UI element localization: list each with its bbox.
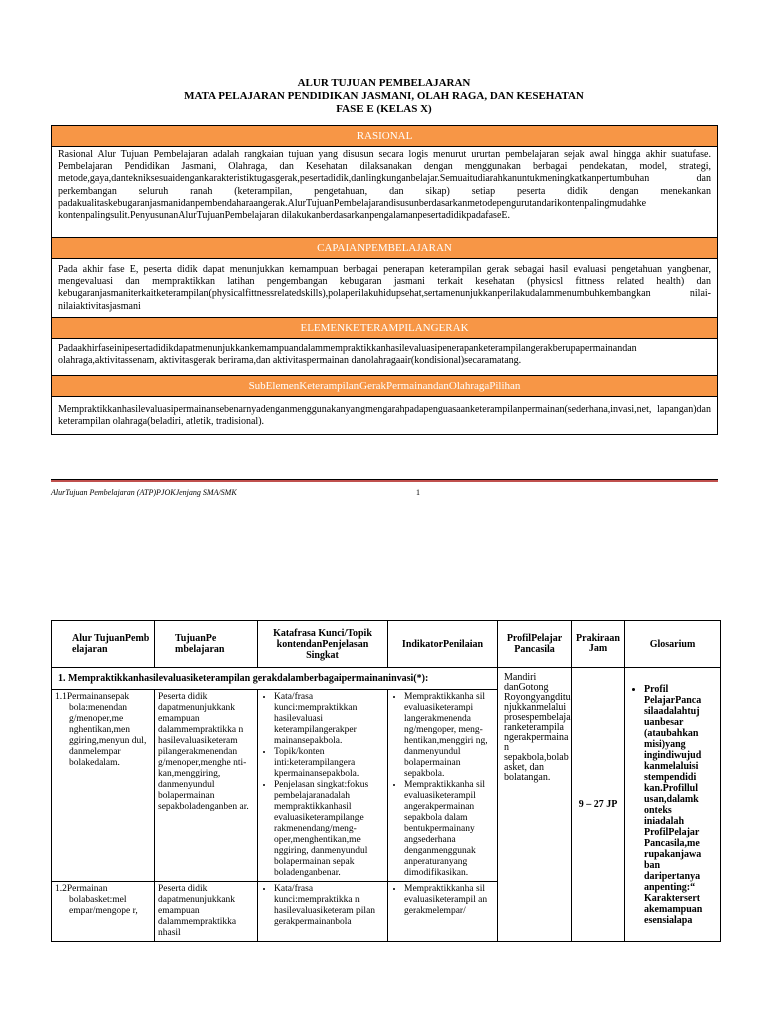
cell-indikator (388, 690, 498, 882)
footer-divider (51, 479, 718, 482)
rationale-box (51, 125, 718, 435)
table-section-row (52, 668, 721, 690)
header-glosarium: Glosarium (625, 621, 721, 668)
cell-katafrasa (258, 882, 388, 942)
section-heading-capaian: CAPAIANPEMBELAJARAN (52, 238, 717, 259)
cell-jam: 9 – 27 JP (572, 668, 625, 942)
section-heading-rasional: RASIONAL (52, 126, 717, 147)
cell-profil: Mandiri danGotong Royongyangditu njukkanmelalui prosespembelaja ranketerampila ngerakpermaina n sepakbola,bolab asket, dan bolatangan. (498, 668, 572, 942)
page-number: 1 (416, 488, 420, 497)
list-item: • Mempraktikkanha sil evaluasiketerampi langerakmenenda ng/mengoper, meng-hentikan,menggiri ng, danmenyundul bolapermainan sepakbola. (404, 692, 494, 780)
list-item: • Kata/frasa kunci:mempraktikkan hasilevaluasi keterampilangerakper mainansepakbola. (274, 692, 384, 747)
cell-katafrasa (258, 690, 388, 882)
header-indikator: IndikatorPenilaian (388, 621, 498, 668)
section-heading-subelemen: SubElemenKeterampilanGerakPermainandanOlahragaPilihan (52, 376, 717, 397)
list-item: • Mempraktikkanha sil evaluasiketerampil an gerakmelempar/ (404, 884, 494, 917)
cell-indikator (388, 882, 498, 942)
header-alur: Alur TujuanPemb elajaran (52, 621, 155, 668)
section-body-elemen: Padaakhirfaseinipesertadidikdapatmenunjukkankemampuandalammempraktikkanhasilevaluasipenerapanketerampilangerakberupapermainandan olahraga,aktivitassenam, aktivitasgerak berirama,dan aktivitaspermainan danolahragaair(kondisional)secaramatang. (52, 339, 717, 376)
cell-tp: Peserta didik dapatmenunjukkank emampuan dalammempraktikka n hasilevaluasiketeram pilangerakmenendan g/menoper,menghe nti-kan,menggiring, danmenyundul bolapermainan sepakboladenganben ar. (155, 690, 258, 882)
list-item: • Penjelasan singkat:fokus pembelajaranadalah mempraktikkanhasil evaluasiketerampilange rakmenendang/meng-oper,menghentikan,me nggiring, danmenyundul bolapermainan sepak boladenganbenar. (274, 780, 384, 879)
cell-tp: Peserta didik dapatmenunjukkank emampuan dalammempraktikka nhasil (155, 882, 258, 942)
list-item: • Mempraktikkanha sil evaluasiketerampil angerakpermainan sepakbola dalam bentukpermainany angsederhana denganmenggunak anperaturanyang dimodifikasikan. (404, 780, 494, 879)
title-line-2: MATA PELAJARAN PENDIDIKAN JASMANI, OLAH RAGA, DAN KESEHATAN (184, 90, 584, 102)
header-tujuan: TujuanPe mbelajaran (155, 621, 258, 668)
section-body-capaian: Pada akhir fase E, peserta didik dapat menunjukkan kemampuan berbagai penerapan keterampilan gerak sebagai hasil evaluasi pengetahuan yangbenar, mengevaluasi dan mempraktikkan latihan pengembangan kebugaran jasmani terkait kesehatan (physicsl fittness related health) dan kebugaranjasmaniterkaitketerampilan(physicalfittnessrelatedskills),polaperilakuhidupsehat,sertamenunjukkanperilakudalammenumbuhkembangkan nilai-nilaiaktivitasjasmani (52, 259, 717, 318)
title-line-3: FASE E (KELAS X) (336, 103, 432, 115)
section-body-subelemen: Mempraktikkanhasilevaluasipermainansebenarnyadenganmenggunakanyangmengarahpadapenguasaanketerampilanpermainan(sederhana,invasi,net, lapangan)dan keterampilan olahraga(beladiri, atletik, tradisional). (58, 404, 711, 428)
table-header-row (52, 621, 721, 668)
list-item: • Kata/frasa kunci:mempraktikka n hasilevaluasiketeram pilan gerakpermainanbola (274, 884, 384, 928)
section-heading-elemen: ELEMENKETERAMPILANGERAK (52, 318, 717, 339)
cell-glosarium (625, 668, 721, 942)
section-body-rasional: Rasional Alur Tujuan Pembelajaran adalah rangkaian tujuan yang disusun secara logis menurut ururtan pembelajaran sejak awal hingga akhir suatufase. Pembelajaran Pendidikan Jasmani, Olahraga, dan Kesehatan dilaksanakan dengan menggunakan berbagai pendekatan, model, strategi, metode,gaya,dantekniksesuaidengankarakteristiktugasgerak,pesertadidik,danlingkunganbelajar.Semuaitudiarahkanuntukmeningkatkanpertumbuhan dan perkembangan seluruh ranah (keterampilan, pengetahuan, dan sikap) setiap peserta didik dengan menekankan padakualitaskebugaranjasmanidanpembendaharaangerak.AlurTujuanPembelajarandisusunberdasarkanmetodepengurutandarikontenpalingmudahke kontenpalingsulit.PenyusunanAlurTujuanPembelajaran dilakukanberdasarkanpengalamanpesertadidikpadafaseE. (52, 147, 717, 238)
title-line-1: ALUR TUJUAN PEMBELAJARAN (297, 77, 471, 89)
header-prakiraan: Prakiraan Jam (572, 621, 625, 668)
glosarium-item: • Profil PelajarPanca silaadalahtuj uanbesar (ataubahkan misi)yang ingindiwujud kanmelaluisi stempendidi kan.Profillul usan,dalamk onteks iniadalah ProfilPelajar Pancasila,me rupakanjawa ban daripertanya anpenting:“ Karaktersert akemampuan esensialapa (644, 684, 714, 926)
list-item: • Topik/konten inti:keterampilangera kpermainansepakbola. (274, 747, 384, 780)
cell-atp: 1.1Permainansepak bola:menendan g/menoper,me nghentikan,men ggiring,menyun dul, danmelempar bolakedalam. (52, 690, 155, 882)
footer-text: AlurTujuan Pembelajaran (ATP)PJOKJenjang SMA/SMK (51, 488, 237, 497)
document-title (0, 77, 768, 116)
header-profil: ProfilPelajar Pancasila (498, 621, 572, 668)
section-title-invasi: 1. Mempraktikkanhasilevaluasiketerampilan gerakdalamberbagaipermainaninvasi(*): (52, 668, 498, 690)
atp-table (51, 620, 721, 942)
header-katafrasa: Katafrasa Kunci/Topik kontendanPenjelasan Singkat (258, 621, 388, 668)
cell-atp: 1.2Permainan bolabasket:mel empar/mengope r, (52, 882, 155, 942)
